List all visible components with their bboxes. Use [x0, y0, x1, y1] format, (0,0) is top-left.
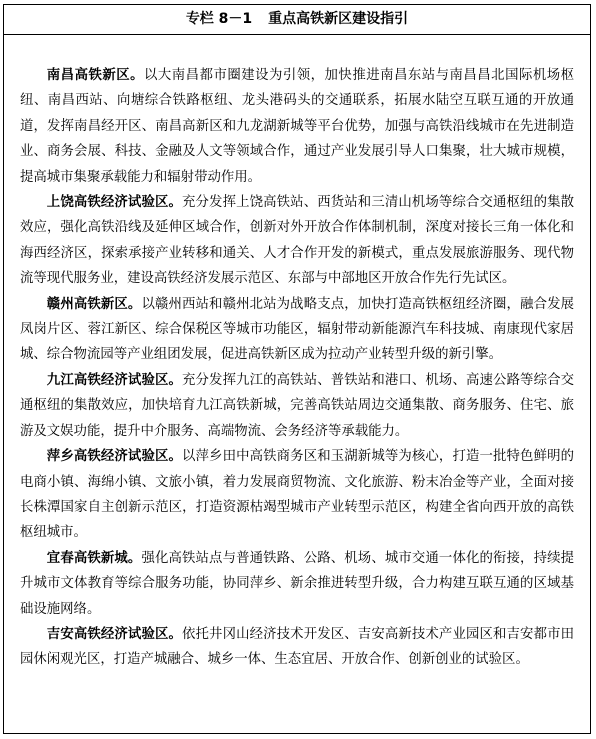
- section-text: 充分发挥上饶高铁站、西货站和三清山机场等综合交通枢纽的集散效应，强化高铁沿线及延伸区域合作，创新对外开放合作体制机制，深度对接长三角一体化和海西经济区，探索承接产业转移和通关、人才合作开发的新模式，重点发展旅游服务、现代物流等现代服务业，建设高铁经济发展示范区、东部与中部地区开放合作先行先试区。: [20, 195, 575, 287]
- section-name: 上饶高铁经济试验区。: [46, 195, 183, 211]
- section-name: 宜春高铁新城。: [46, 550, 142, 566]
- section-nanchang: [20, 63, 574, 190]
- section-name: 九江高铁经济试验区。: [46, 372, 183, 388]
- section-name: 吉安高铁经济试验区。: [46, 626, 183, 642]
- section-text: 依托井冈山经济技术开发区、吉安高新技术产业园区和吉安都市田园休闲观光区，打造产城融合、城乡一体、生态宜居、开放合作、创新创业的试验区。: [20, 626, 575, 668]
- section-text: 强化高铁站点与普通铁路、公路、机场、城市交通一体化的衔接，持续提升城市文体教育等综合服务功能，协同萍乡、新余推进转型升级，合力构建互联互通的区域基础设施网络。: [20, 550, 575, 617]
- column-box: [3, 4, 591, 734]
- section-shangrao: [20, 190, 574, 292]
- section-text: 以赣州西站和赣州北站为战略支点，加快打造高铁枢纽经济圈，融合发展凤岗片区、蓉江新区、综合保税区等城市功能区，辐射带动新能源汽车科技城、南康现代家居城、综合物流园等产业组团发展，促进高铁新区成为拉动产业转型升级的新引擎。: [20, 296, 575, 363]
- section-text: 以萍乡田中高铁商务区和玉湖新城等为核心，打造一批特色鲜明的电商小镇、海绵小镇、文旅小镇，着力发展商贸物流、文化旅游、粉末冶金等产业，全面对接长株潭国家自主创新示范区，打造资源枯竭型城市产业转型示范区，构建全省向西开放的高铁枢纽城市。: [20, 449, 575, 541]
- section-ganzhou: [20, 292, 574, 368]
- section-name: 萍乡高铁经济试验区。: [46, 449, 183, 465]
- column-label: 专栏 8－1: [185, 11, 253, 27]
- section-pingxiang: [20, 444, 574, 546]
- section-jiujiang: [20, 368, 574, 444]
- section-name: 赣州高铁新区。: [46, 296, 142, 312]
- section-jian: [20, 622, 574, 673]
- section-text: 以大南昌都市圈建设为引领，加快推进南昌东站与南昌昌北国际机场枢纽、南昌西站、向塘综合铁路枢纽、龙头港码头的交通联系，拓展水陆空互联互通的开放通道，发挥南昌经开区、南昌高新区和九龙湖新城等平台优势，加强与高铁沿线城市在先进制造业、商务会展、科技、金融及人文等领域合作，通过产业发展引导人口集聚，壮大城市规模，提高城市集聚承载能力和辐射带动作用。: [20, 68, 575, 185]
- section-name: 南昌高铁新区。: [46, 68, 145, 83]
- section-text: 充分发挥九江的高铁站、普铁站和港口、机场、高速公路等综合交通枢纽的集散效应，加快培育九江高铁新城，完善高铁站周边交通集散、商务服务、住宅、旅游及文娱功能，提升中介服务、高端物流、会务经济等承载能力。: [20, 372, 575, 439]
- section-yichun: [20, 546, 574, 622]
- column-header: [4, 5, 590, 35]
- column-title: 重点高铁新区建设指引: [268, 11, 409, 27]
- column-body: [4, 35, 590, 673]
